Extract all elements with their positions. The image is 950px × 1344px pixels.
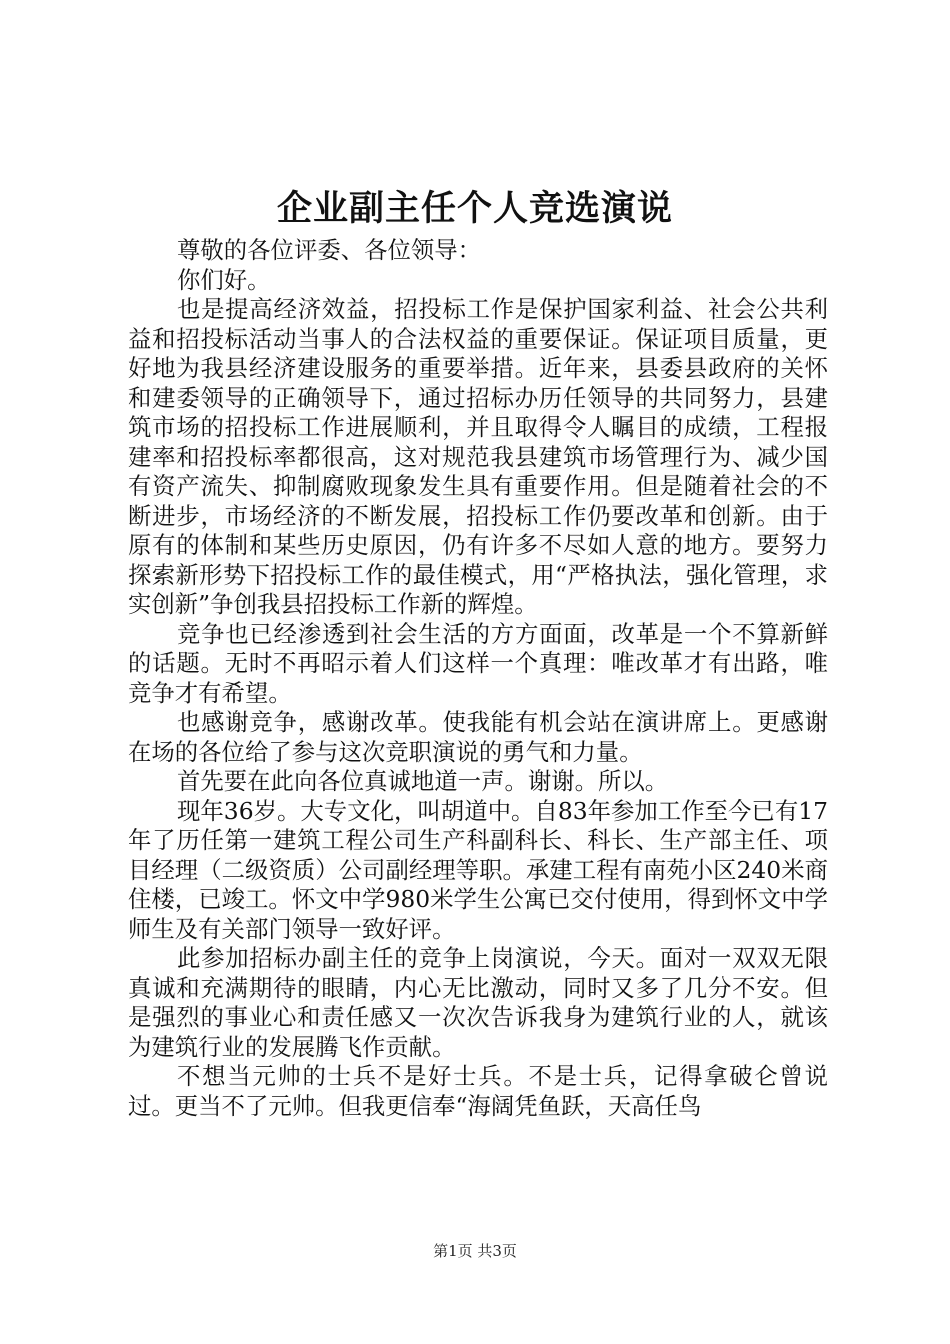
paragraph-competition-reform: 竞争也已经渗透到社会生活的方方面面，改革是一个不算新鲜的话题。无时不再昭示着人们这样一个真理：唯改革才有出路，唯竞争才有希望。 <box>128 619 828 707</box>
paragraph-thanks: 也感谢竞争，感谢改革。使我能有机会站在演讲席上。更感谢在场的各位给了参与这次竞职演说的勇气和力量。 <box>128 708 828 766</box>
paragraph-salutation: 尊敬的各位评委、各位领导： <box>177 236 482 264</box>
page-number-footer: 第1页 共3页 <box>433 1242 517 1260</box>
paragraph-motivation: 此参加招标办副主任的竞争上岗演说，今天。面对一双双无限真诚和充满期待的眼睛，内心无比激动，同时又多了几分不安。但是强烈的事业心和责任感又一次次告诉我身为建筑行业的人，就该为建筑行业的发展腾飞作贡献。 <box>128 944 828 1061</box>
paragraph-tendering-importance: 也是提高经济效益，招投标工作是保护国家利益、社会公共利益和招投标活动当事人的合法权益的重要保证。保证项目质量，更好地为我县经济建设服务的重要举措。近年来，县委县政府的关怀和建委领导的正确领导下，通过招标办历任领导的共同努力，县建筑市场的招投标工作进展顺利，并且取得令人瞩目的成绩，工程报建率和招投标率都很高，这对规范我县建筑市场管理行为、减少国有资产流失、抑制腐败现象发生具有重要作用。但是随着社会的不断进步，市场经济的不断发展，招投标工作仍要改革和创新。由于原有的体制和某些历史原因，仍有许多不尽如人意的地方。要努力探索新形势下招投标工作的最佳模式，用“严格执法，强化管理，求实创新”争创我县招投标工作新的辉煌。 <box>128 295 828 618</box>
paragraph-ambition: 不想当元帅的士兵不是好士兵。不是士兵，记得拿破仑曾说过。更当不了元帅。但我更信奉“海阔凭鱼跃，天高任鸟 <box>128 1062 828 1120</box>
document-body <box>128 236 828 1121</box>
paragraph-personal-background: 现年36岁。大专文化，叫胡道中。自83年参加工作至今已有17年了历任第一建筑工程公司生产科副科长、科长、生产部主任、项目经理（二级资质）公司副经理等职。承建工程有南苑小区240米商住楼，已竣工。怀文中学980米学生公寓已交付使用，得到怀文中学师生及有关部门领导一致好评。 <box>128 796 828 943</box>
paragraph-greeting: 你们好。 <box>177 265 271 294</box>
paragraph-gratitude: 首先要在此向各位真诚地道一声。谢谢。所以。 <box>177 767 669 795</box>
document-title: 企业副主任个人竞选演说 <box>276 188 673 229</box>
